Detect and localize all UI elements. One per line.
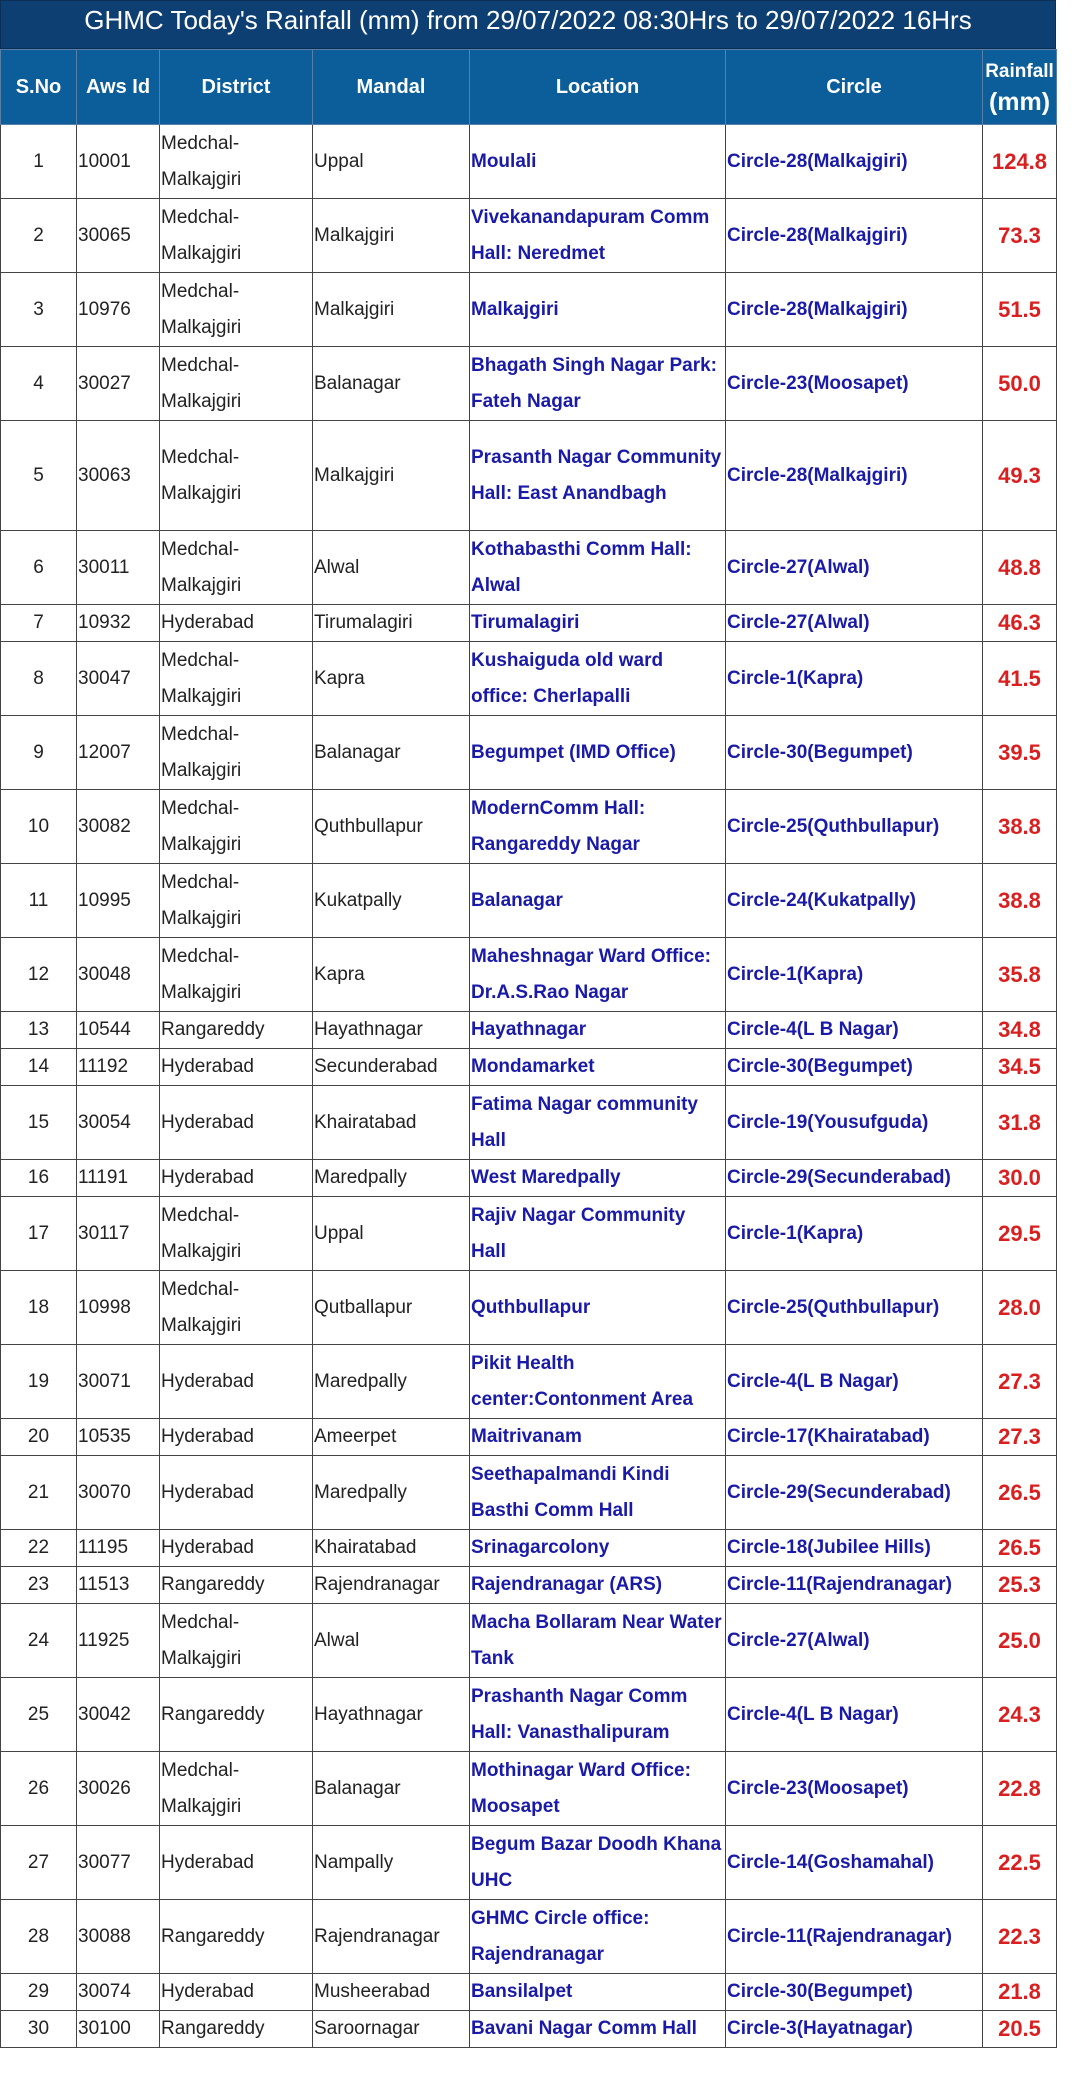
cell-mandal: Kukatpally xyxy=(313,864,470,938)
table-row xyxy=(1,716,1057,790)
cell-sno: 5 xyxy=(1,421,77,531)
cell-mandal: Secunderabad xyxy=(313,1049,470,1086)
cell-sno: 25 xyxy=(1,1678,77,1752)
cell-circle: Circle-1(Kapra) xyxy=(726,938,983,1012)
cell-location: Kushaiguda old ward office: Cherlapalli xyxy=(470,642,726,716)
cell-aws-id: 30026 xyxy=(77,1752,160,1826)
cell-circle: Circle-25(Quthbullapur) xyxy=(726,1271,983,1345)
table-row xyxy=(1,125,1057,199)
cell-rainfall: 25.3 xyxy=(983,1567,1057,1604)
cell-location: Begumpet (IMD Office) xyxy=(470,716,726,790)
cell-mandal: Alwal xyxy=(313,1604,470,1678)
cell-rainfall: 41.5 xyxy=(983,642,1057,716)
cell-aws-id: 30074 xyxy=(77,1974,160,2011)
cell-location: Kothabasthi Comm Hall: Alwal xyxy=(470,531,726,605)
cell-location: Bavani Nagar Comm Hall xyxy=(470,2011,726,2048)
cell-aws-id: 30070 xyxy=(77,1456,160,1530)
cell-rainfall: 73.3 xyxy=(983,199,1057,273)
cell-mandal: Tirumalagiri xyxy=(313,605,470,642)
cell-sno: 29 xyxy=(1,1974,77,2011)
cell-circle: Circle-17(Khairatabad) xyxy=(726,1419,983,1456)
cell-location: Balanagar xyxy=(470,864,726,938)
cell-sno: 27 xyxy=(1,1826,77,1900)
cell-aws-id: 30117 xyxy=(77,1197,160,1271)
header-district: District xyxy=(160,50,313,125)
cell-circle: Circle-24(Kukatpally) xyxy=(726,864,983,938)
table-row xyxy=(1,1345,1057,1419)
cell-mandal: Ameerpet xyxy=(313,1419,470,1456)
cell-circle: Circle-1(Kapra) xyxy=(726,1197,983,1271)
cell-circle: Circle-4(L B Nagar) xyxy=(726,1012,983,1049)
cell-mandal: Malkajgiri xyxy=(313,421,470,531)
cell-circle: Circle-27(Alwal) xyxy=(726,531,983,605)
cell-circle: Circle-30(Begumpet) xyxy=(726,1049,983,1086)
header-circle: Circle xyxy=(726,50,983,125)
cell-sno: 4 xyxy=(1,347,77,421)
cell-location: Mothinagar Ward Office: Moosapet xyxy=(470,1752,726,1826)
header-rainfall-label: Rainfall xyxy=(985,61,1054,82)
cell-circle: Circle-23(Moosapet) xyxy=(726,1752,983,1826)
cell-district: Medchal-Malkajgiri xyxy=(160,1197,313,1271)
cell-district: Hyderabad xyxy=(160,1049,313,1086)
cell-mandal: Nampally xyxy=(313,1826,470,1900)
cell-rainfall: 20.5 xyxy=(983,2011,1057,2048)
table-row xyxy=(1,1160,1057,1197)
cell-district: Rangareddy xyxy=(160,1012,313,1049)
cell-district: Medchal-Malkajgiri xyxy=(160,199,313,273)
cell-sno: 8 xyxy=(1,642,77,716)
cell-district: Hyderabad xyxy=(160,1086,313,1160)
table-row xyxy=(1,1419,1057,1456)
cell-rainfall: 31.8 xyxy=(983,1086,1057,1160)
cell-circle: Circle-29(Secunderabad) xyxy=(726,1160,983,1197)
header-aws-id: Aws Id xyxy=(77,50,160,125)
cell-circle: Circle-30(Begumpet) xyxy=(726,716,983,790)
cell-circle: Circle-27(Alwal) xyxy=(726,605,983,642)
cell-rainfall: 48.8 xyxy=(983,531,1057,605)
cell-aws-id: 10544 xyxy=(77,1012,160,1049)
cell-sno: 16 xyxy=(1,1160,77,1197)
cell-location: Hayathnagar xyxy=(470,1012,726,1049)
cell-aws-id: 30027 xyxy=(77,347,160,421)
cell-location: Prasanth Nagar Community Hall: East Anandbagh xyxy=(470,421,726,531)
cell-sno: 11 xyxy=(1,864,77,938)
cell-district: Hyderabad xyxy=(160,1456,313,1530)
cell-district: Medchal-Malkajgiri xyxy=(160,1752,313,1826)
table-row xyxy=(1,347,1057,421)
cell-mandal: Balanagar xyxy=(313,1752,470,1826)
cell-circle: Circle-18(Jubilee Hills) xyxy=(726,1530,983,1567)
cell-sno: 21 xyxy=(1,1456,77,1530)
cell-sno: 12 xyxy=(1,938,77,1012)
cell-rainfall: 46.3 xyxy=(983,605,1057,642)
table-row xyxy=(1,1752,1057,1826)
cell-aws-id: 30011 xyxy=(77,531,160,605)
cell-rainfall: 22.8 xyxy=(983,1752,1057,1826)
page-title: GHMC Today's Rainfall (mm) from 29/07/2022 08:30Hrs to 29/07/2022 16Hrs xyxy=(0,0,1056,49)
table-row xyxy=(1,1678,1057,1752)
table-row xyxy=(1,1049,1057,1086)
cell-aws-id: 11925 xyxy=(77,1604,160,1678)
cell-sno: 17 xyxy=(1,1197,77,1271)
cell-aws-id: 11191 xyxy=(77,1160,160,1197)
cell-circle: Circle-27(Alwal) xyxy=(726,1604,983,1678)
cell-location: Mondamarket xyxy=(470,1049,726,1086)
cell-location: Rajendranagar (ARS) xyxy=(470,1567,726,1604)
cell-district: Medchal-Malkajgiri xyxy=(160,273,313,347)
cell-rainfall: 34.5 xyxy=(983,1049,1057,1086)
cell-sno: 26 xyxy=(1,1752,77,1826)
cell-mandal: Maredpally xyxy=(313,1160,470,1197)
rainfall-table xyxy=(0,49,1057,2048)
table-row xyxy=(1,1456,1057,1530)
header-mandal: Mandal xyxy=(313,50,470,125)
cell-sno: 13 xyxy=(1,1012,77,1049)
cell-district: Rangareddy xyxy=(160,1678,313,1752)
cell-aws-id: 11513 xyxy=(77,1567,160,1604)
cell-circle: Circle-1(Kapra) xyxy=(726,642,983,716)
cell-rainfall: 27.3 xyxy=(983,1345,1057,1419)
cell-sno: 18 xyxy=(1,1271,77,1345)
cell-mandal: Maredpally xyxy=(313,1456,470,1530)
cell-aws-id: 10998 xyxy=(77,1271,160,1345)
cell-circle: Circle-28(Malkajgiri) xyxy=(726,421,983,531)
cell-location: Pikit Health center:Contonment Area xyxy=(470,1345,726,1419)
cell-aws-id: 30047 xyxy=(77,642,160,716)
cell-circle: Circle-23(Moosapet) xyxy=(726,347,983,421)
cell-sno: 1 xyxy=(1,125,77,199)
cell-aws-id: 10001 xyxy=(77,125,160,199)
cell-circle: Circle-11(Rajendranagar) xyxy=(726,1900,983,1974)
cell-location: Bansilalpet xyxy=(470,1974,726,2011)
cell-aws-id: 10995 xyxy=(77,864,160,938)
cell-district: Hyderabad xyxy=(160,1345,313,1419)
cell-location: Malkajgiri xyxy=(470,273,726,347)
table-row xyxy=(1,1974,1057,2011)
cell-district: Medchal-Malkajgiri xyxy=(160,790,313,864)
table-row xyxy=(1,1197,1057,1271)
cell-mandal: Maredpally xyxy=(313,1345,470,1419)
cell-aws-id: 12007 xyxy=(77,716,160,790)
cell-aws-id: 30048 xyxy=(77,938,160,1012)
cell-district: Hyderabad xyxy=(160,605,313,642)
cell-rainfall: 124.8 xyxy=(983,125,1057,199)
cell-sno: 30 xyxy=(1,2011,77,2048)
cell-sno: 9 xyxy=(1,716,77,790)
cell-location: Prashanth Nagar Comm Hall: Vanasthalipuram xyxy=(470,1678,726,1752)
cell-rainfall: 21.8 xyxy=(983,1974,1057,2011)
cell-aws-id: 30042 xyxy=(77,1678,160,1752)
table-header-row xyxy=(1,50,1057,125)
cell-circle: Circle-29(Secunderabad) xyxy=(726,1456,983,1530)
cell-sno: 22 xyxy=(1,1530,77,1567)
cell-sno: 2 xyxy=(1,199,77,273)
cell-sno: 19 xyxy=(1,1345,77,1419)
cell-location: Vivekanandapuram Comm Hall: Neredmet xyxy=(470,199,726,273)
cell-circle: Circle-4(L B Nagar) xyxy=(726,1678,983,1752)
table-row xyxy=(1,1012,1057,1049)
table-row xyxy=(1,1530,1057,1567)
cell-aws-id: 30100 xyxy=(77,2011,160,2048)
table-row xyxy=(1,1900,1057,1974)
cell-district: Medchal-Malkajgiri xyxy=(160,347,313,421)
cell-district: Medchal-Malkajgiri xyxy=(160,125,313,199)
cell-sno: 6 xyxy=(1,531,77,605)
cell-location: Begum Bazar Doodh Khana UHC xyxy=(470,1826,726,1900)
cell-mandal: Malkajgiri xyxy=(313,273,470,347)
table-row xyxy=(1,790,1057,864)
cell-circle: Circle-3(Hayatnagar) xyxy=(726,2011,983,2048)
cell-sno: 28 xyxy=(1,1900,77,1974)
cell-location: Srinagarcolony xyxy=(470,1530,726,1567)
header-rainfall xyxy=(983,50,1057,125)
cell-mandal: Uppal xyxy=(313,1197,470,1271)
cell-district: Medchal-Malkajgiri xyxy=(160,642,313,716)
cell-aws-id: 30063 xyxy=(77,421,160,531)
cell-district: Medchal-Malkajgiri xyxy=(160,531,313,605)
cell-rainfall: 24.3 xyxy=(983,1678,1057,1752)
cell-sno: 15 xyxy=(1,1086,77,1160)
cell-location: Tirumalagiri xyxy=(470,605,726,642)
cell-mandal: Qutballapur xyxy=(313,1271,470,1345)
cell-district: Medchal-Malkajgiri xyxy=(160,1604,313,1678)
cell-aws-id: 10976 xyxy=(77,273,160,347)
table-body xyxy=(1,125,1057,2048)
cell-circle: Circle-28(Malkajgiri) xyxy=(726,125,983,199)
cell-location: Seethapalmandi Kindi Basthi Comm Hall xyxy=(470,1456,726,1530)
table-row xyxy=(1,605,1057,642)
cell-mandal: Rajendranagar xyxy=(313,1567,470,1604)
cell-sno: 3 xyxy=(1,273,77,347)
cell-district: Rangareddy xyxy=(160,1567,313,1604)
cell-aws-id: 30077 xyxy=(77,1826,160,1900)
cell-rainfall: 39.5 xyxy=(983,716,1057,790)
table-row xyxy=(1,1086,1057,1160)
cell-location: ModernComm Hall: Rangareddy Nagar xyxy=(470,790,726,864)
cell-mandal: Alwal xyxy=(313,531,470,605)
cell-district: Medchal-Malkajgiri xyxy=(160,938,313,1012)
cell-rainfall: 30.0 xyxy=(983,1160,1057,1197)
cell-circle: Circle-25(Quthbullapur) xyxy=(726,790,983,864)
table-row xyxy=(1,1271,1057,1345)
cell-district: Hyderabad xyxy=(160,1826,313,1900)
cell-rainfall: 22.5 xyxy=(983,1826,1057,1900)
cell-mandal: Malkajgiri xyxy=(313,199,470,273)
header-location: Location xyxy=(470,50,726,125)
table-row xyxy=(1,938,1057,1012)
header-rainfall-unit: (mm) xyxy=(988,88,1051,116)
cell-circle: Circle-28(Malkajgiri) xyxy=(726,199,983,273)
table-row xyxy=(1,531,1057,605)
cell-aws-id: 30065 xyxy=(77,199,160,273)
cell-sno: 20 xyxy=(1,1419,77,1456)
cell-circle: Circle-30(Begumpet) xyxy=(726,1974,983,2011)
table-row xyxy=(1,2011,1057,2048)
cell-aws-id: 30071 xyxy=(77,1345,160,1419)
table-row xyxy=(1,199,1057,273)
table-row xyxy=(1,1604,1057,1678)
cell-district: Medchal-Malkajgiri xyxy=(160,1271,313,1345)
cell-location: Macha Bollaram Near Water Tank xyxy=(470,1604,726,1678)
cell-aws-id: 30082 xyxy=(77,790,160,864)
cell-location: Moulali xyxy=(470,125,726,199)
cell-circle: Circle-11(Rajendranagar) xyxy=(726,1567,983,1604)
cell-aws-id: 10535 xyxy=(77,1419,160,1456)
cell-district: Medchal-Malkajgiri xyxy=(160,716,313,790)
cell-rainfall: 50.0 xyxy=(983,347,1057,421)
cell-location: West Maredpally xyxy=(470,1160,726,1197)
cell-rainfall: 38.8 xyxy=(983,790,1057,864)
cell-rainfall: 29.5 xyxy=(983,1197,1057,1271)
cell-aws-id: 11195 xyxy=(77,1530,160,1567)
cell-rainfall: 26.5 xyxy=(983,1530,1057,1567)
cell-district: Medchal-Malkajgiri xyxy=(160,421,313,531)
table-row xyxy=(1,1567,1057,1604)
cell-mandal: Kapra xyxy=(313,642,470,716)
cell-aws-id: 30054 xyxy=(77,1086,160,1160)
cell-circle: Circle-14(Goshamahal) xyxy=(726,1826,983,1900)
cell-sno: 23 xyxy=(1,1567,77,1604)
cell-rainfall: 38.8 xyxy=(983,864,1057,938)
cell-mandal: Musheerabad xyxy=(313,1974,470,2011)
cell-district: Rangareddy xyxy=(160,1900,313,1974)
cell-location: GHMC Circle office: Rajendranagar xyxy=(470,1900,726,1974)
cell-mandal: Balanagar xyxy=(313,347,470,421)
header-sno: S.No xyxy=(1,50,77,125)
cell-mandal: Hayathnagar xyxy=(313,1678,470,1752)
cell-mandal: Hayathnagar xyxy=(313,1012,470,1049)
table-row xyxy=(1,273,1057,347)
cell-district: Medchal-Malkajgiri xyxy=(160,864,313,938)
cell-district: Hyderabad xyxy=(160,1419,313,1456)
cell-location: Bhagath Singh Nagar Park: Fateh Nagar xyxy=(470,347,726,421)
cell-mandal: Khairatabad xyxy=(313,1086,470,1160)
table-row xyxy=(1,864,1057,938)
cell-mandal: Saroornagar xyxy=(313,2011,470,2048)
cell-rainfall: 51.5 xyxy=(983,273,1057,347)
table-row xyxy=(1,421,1057,531)
cell-location: Rajiv Nagar Community Hall xyxy=(470,1197,726,1271)
cell-rainfall: 35.8 xyxy=(983,938,1057,1012)
cell-location: Maitrivanam xyxy=(470,1419,726,1456)
cell-rainfall: 26.5 xyxy=(983,1456,1057,1530)
cell-sno: 24 xyxy=(1,1604,77,1678)
cell-circle: Circle-19(Yousufguda) xyxy=(726,1086,983,1160)
cell-rainfall: 27.3 xyxy=(983,1419,1057,1456)
cell-sno: 14 xyxy=(1,1049,77,1086)
cell-aws-id: 11192 xyxy=(77,1049,160,1086)
cell-district: Hyderabad xyxy=(160,1974,313,2011)
cell-circle: Circle-28(Malkajgiri) xyxy=(726,273,983,347)
cell-mandal: Rajendranagar xyxy=(313,1900,470,1974)
cell-sno: 7 xyxy=(1,605,77,642)
cell-district: Hyderabad xyxy=(160,1160,313,1197)
cell-location: Quthbullapur xyxy=(470,1271,726,1345)
cell-mandal: Kapra xyxy=(313,938,470,1012)
cell-district: Hyderabad xyxy=(160,1530,313,1567)
cell-location: Maheshnagar Ward Office: Dr.A.S.Rao Nagar xyxy=(470,938,726,1012)
cell-mandal: Khairatabad xyxy=(313,1530,470,1567)
cell-rainfall: 22.3 xyxy=(983,1900,1057,1974)
cell-rainfall: 34.8 xyxy=(983,1012,1057,1049)
cell-aws-id: 10932 xyxy=(77,605,160,642)
cell-district: Rangareddy xyxy=(160,2011,313,2048)
cell-rainfall: 25.0 xyxy=(983,1604,1057,1678)
cell-location: Fatima Nagar community Hall xyxy=(470,1086,726,1160)
cell-sno: 10 xyxy=(1,790,77,864)
cell-mandal: Balanagar xyxy=(313,716,470,790)
table-row xyxy=(1,642,1057,716)
cell-rainfall: 28.0 xyxy=(983,1271,1057,1345)
table-row xyxy=(1,1826,1057,1900)
cell-circle: Circle-4(L B Nagar) xyxy=(726,1345,983,1419)
cell-mandal: Quthbullapur xyxy=(313,790,470,864)
cell-rainfall: 49.3 xyxy=(983,421,1057,531)
cell-mandal: Uppal xyxy=(313,125,470,199)
cell-aws-id: 30088 xyxy=(77,1900,160,1974)
